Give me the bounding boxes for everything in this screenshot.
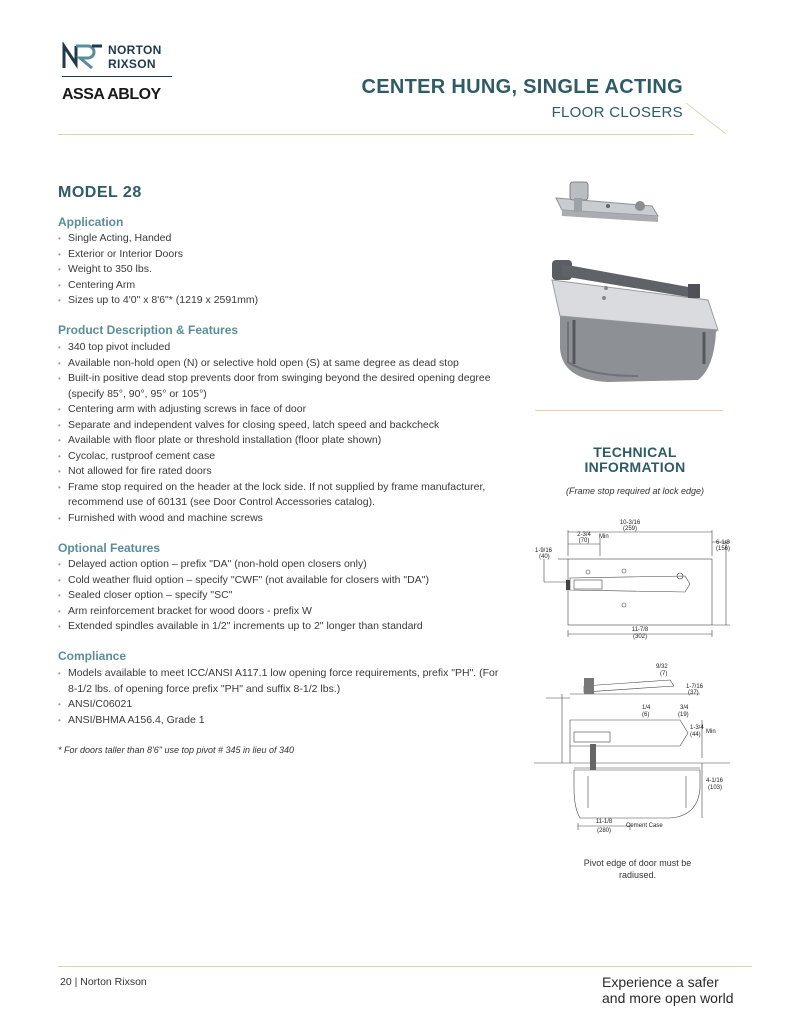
list-item: • ANSI/BHMA A156.4, Grade 1: [58, 713, 510, 729]
page-subtitle: FLOOR CLOSERS: [551, 104, 683, 121]
plan-dim-label: (70): [578, 538, 590, 544]
section-dim-label: (6): [642, 712, 650, 718]
section-dim-label: 1-3/4: [690, 725, 704, 731]
list-item: • Centering arm with adjusting screws in face of door: [58, 402, 510, 418]
list-item: • Built-in positive dead stop prevents door from swinging beyond the desired opening degree (specify 85°, 90°, 95° or 105°): [58, 371, 510, 402]
plan-dim-label: 6-1/8: [716, 540, 730, 546]
header-accent-line: [684, 101, 728, 135]
floor-closer-image: [548, 252, 720, 387]
brand-name-line1: NORTON: [108, 43, 162, 57]
section-dim-label: (7): [660, 671, 668, 677]
optional-list: [58, 557, 528, 635]
page-title: CENTER HUNG, SINGLE ACTING: [361, 76, 683, 98]
list-item: • Extended spindles available in 1/2" increments up to 2" longer than standard: [58, 619, 528, 635]
frame-stop-note: (Frame stop required at lock edge): [565, 486, 705, 496]
section-dim-label: Min: [706, 729, 716, 735]
list-item: • Sizes up to 4'0" x 8'6"* (1219 x 2591mm): [58, 293, 528, 309]
footer-tagline-line1: Experience a safer: [602, 974, 719, 990]
list-item: • Arm reinforcement bracket for wood doors - prefix W: [58, 604, 528, 620]
plan-dim-label: 1-9/16: [535, 548, 553, 554]
section-dim-label: 4-1/16: [706, 778, 724, 784]
logo-divider: [62, 76, 172, 77]
parent-brand: ASSA ABLOY: [62, 86, 161, 103]
plan-dim-label: (156): [716, 546, 731, 552]
list-item: • Centering Arm: [58, 278, 528, 294]
section-dim-label: 1/4: [642, 705, 651, 711]
plan-dim-label: 10-3/16: [619, 520, 641, 526]
plan-dim-label: (302): [632, 634, 648, 640]
section-dim-label: 1-7/16: [686, 684, 704, 690]
compliance-list: [58, 666, 510, 728]
list-item: • Weight to 350 lbs.: [58, 262, 528, 278]
list-item: • Frame stop required on the header at the lock side. If not supplied by frame manufacturer, recommend use of 60131 (see Door Control Accessories catalog).: [58, 480, 510, 511]
plan-dim-label: Min: [599, 534, 609, 540]
section-dim-label: (19): [678, 712, 689, 718]
right-divider: [535, 410, 723, 411]
section-dim-label: (37): [688, 690, 699, 696]
section-dim-label: (280): [596, 828, 612, 834]
list-item: • Furnished with wood and machine screws: [58, 511, 510, 527]
optional-heading: Optional Features: [58, 541, 161, 555]
list-item: • Separate and independent valves for closing speed, latch speed and backcheck: [58, 418, 510, 434]
application-heading: Application: [58, 215, 124, 229]
list-item: • 340 top pivot included: [58, 340, 510, 356]
section-dim-label: (103): [708, 785, 723, 791]
section-view-diagram: [530, 658, 740, 838]
section-dim-label: (44): [690, 732, 701, 738]
plan-view-diagram: [530, 510, 740, 645]
footer-tagline-line2: and more open world: [602, 990, 734, 1006]
list-item: • Available with floor plate or threshold installation (floor plate shown): [58, 433, 510, 449]
pivot-note: Pivot edge of door must be radiused.: [583, 858, 692, 880]
brand-name: [108, 43, 162, 71]
section-dim-label: 3/4: [680, 705, 689, 711]
technical-heading-line2: INFORMATION: [584, 459, 686, 475]
section-dim-label: 11-1/8: [595, 819, 613, 825]
plan-dim-label: 11-7/8: [631, 627, 649, 633]
footer-divider: [58, 966, 752, 967]
list-item: • Exterior or Interior Doors: [58, 247, 528, 263]
compliance-heading: Compliance: [58, 649, 127, 663]
list-item: • Sealed closer option – specify "SC": [58, 588, 528, 604]
footer-page-ref: 20 | Norton Rixson: [60, 976, 147, 988]
list-item: • Cycolac, rustproof cement case: [58, 449, 510, 465]
section-dim-label: Cement Case: [626, 823, 663, 829]
norton-rixson-logo-icon: [62, 42, 104, 70]
list-item: • Cold weather fluid option – specify "CWF" (not available for closers with "DA"): [58, 573, 528, 589]
footer-tagline: [602, 974, 772, 1006]
application-list: [58, 231, 528, 309]
plan-dim-label: (40): [539, 554, 550, 560]
list-item: • Available non-hold open (N) or selective hold open (S) at same degree as dead stop: [58, 356, 510, 372]
list-item: • ANSI/C06021: [58, 697, 510, 713]
list-item: • Not allowed for fire rated doors: [58, 464, 510, 480]
section-dim-label: 9/32: [656, 664, 668, 670]
header-divider: [58, 134, 694, 135]
plan-dim-label: 2-3/4: [577, 532, 591, 538]
plan-dim-label: (259): [622, 526, 638, 532]
list-item: • Models available to meet ICC/ANSI A117.1 low opening force requirements, prefix "PH". (For 8-1/2 lbs. of opening force prefix "PH" and suffix 8-1/2 lbs.): [58, 666, 510, 697]
list-item: • Delayed action option – prefix "DA" (non-hold open closers only): [58, 557, 528, 573]
footnote: * For doors taller than 8'6" use top pivot # 345 in lieu of 340: [58, 745, 295, 755]
features-list: [58, 340, 510, 526]
brand-name-line2: RIXSON: [108, 57, 156, 71]
top-pivot-image: [548, 176, 663, 232]
technical-heading-line1: TECHNICAL: [593, 444, 677, 460]
technical-heading: [535, 445, 735, 475]
list-item: • Single Acting, Handed: [58, 231, 528, 247]
model-title: MODEL 28: [58, 184, 142, 201]
features-heading: Product Description & Features: [58, 323, 239, 337]
